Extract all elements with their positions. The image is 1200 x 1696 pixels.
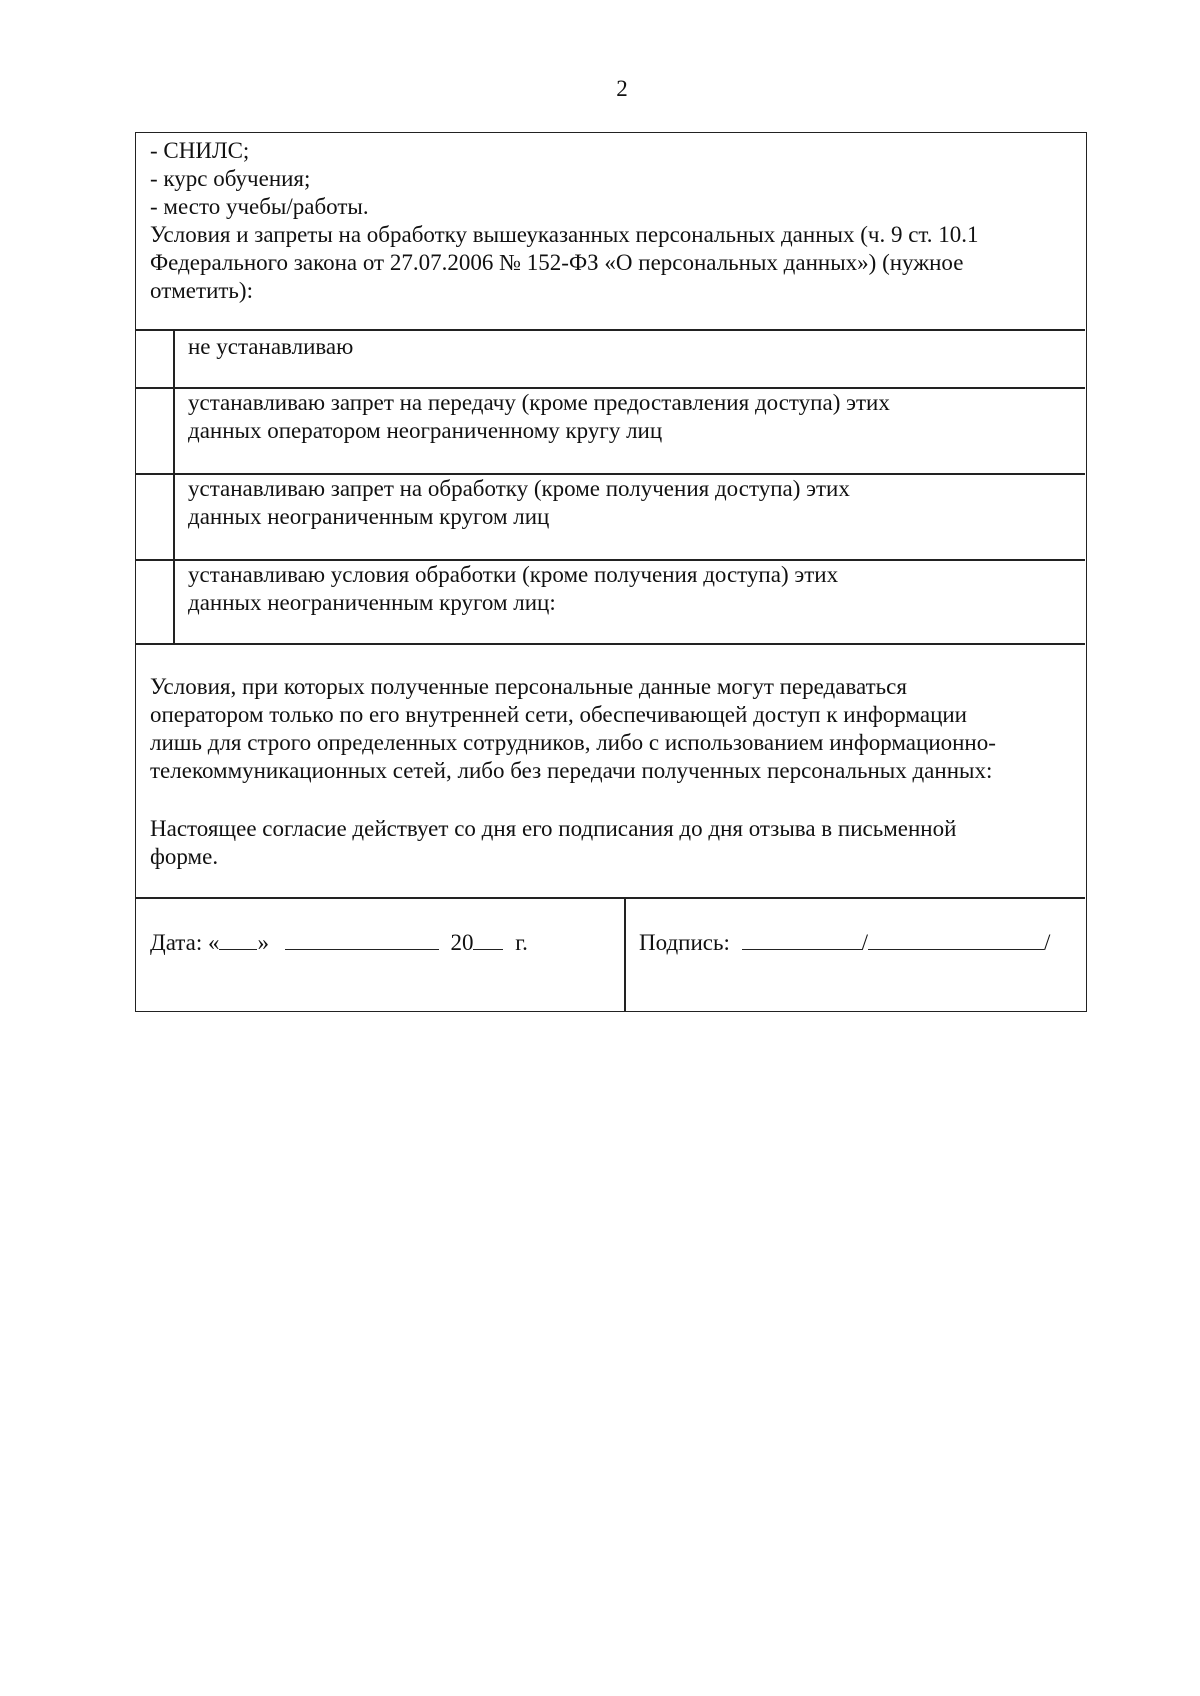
- conditions-line: лишь для строго определенных сотрудников, либо с использованием информационно-: [150, 730, 996, 755]
- option-processing-ban: [188, 475, 850, 531]
- day-blank[interactable]: [219, 929, 257, 950]
- option-checkbox-processing-conditions[interactable]: [136, 561, 173, 643]
- year-suffix: г.: [509, 930, 528, 955]
- intro-line-course: - курс обучения;: [150, 166, 311, 191]
- footer-column-divider: [624, 897, 626, 1011]
- validity-line: форме.: [150, 844, 219, 869]
- consent-form-table: [135, 132, 1087, 1012]
- option-checkbox-transfer-ban[interactable]: [136, 389, 173, 473]
- option-line: устанавливаю запрет на обработку (кроме получения доступа) этих: [188, 476, 850, 501]
- signature-label: Подпись:: [639, 930, 730, 955]
- option-line: данных оператором неограниченному кругу лиц: [188, 418, 663, 443]
- date-close-quote: »: [257, 930, 269, 955]
- signature-name-blank[interactable]: [868, 929, 1044, 950]
- signature-blank[interactable]: [742, 929, 862, 950]
- intro-line-snils: - СНИЛС;: [150, 138, 250, 163]
- signature-end: /: [1044, 930, 1051, 955]
- divider: [136, 897, 1085, 899]
- checkbox-column-divider: [173, 329, 175, 645]
- option-checkbox-processing-ban[interactable]: [136, 475, 173, 559]
- year-prefix: 20: [450, 930, 474, 955]
- option-processing-conditions: [188, 561, 838, 617]
- option-line: не устанавливаю: [188, 334, 354, 359]
- intro-line-conditions-3: отметить):: [150, 278, 253, 303]
- option-not-set: [188, 333, 353, 361]
- option-line: устанавливаю условия обработки (кроме получения доступа) этих: [188, 562, 839, 587]
- divider: [136, 643, 1085, 645]
- conditions-line: оператором только по его внутренней сети, обеспечивающей доступ к информации: [150, 702, 967, 727]
- conditions-line: Условия, при которых полученные персональные данные могут передаваться: [150, 674, 907, 699]
- date-label: Дата: «: [150, 930, 220, 955]
- signature-separator: /: [861, 930, 868, 955]
- page-number: 2: [616, 76, 628, 101]
- validity-paragraph: [150, 815, 1080, 871]
- intro-line-place: - место учебы/работы.: [150, 194, 369, 219]
- option-checkbox-not-set[interactable]: [136, 331, 173, 387]
- option-line: данных неограниченным кругом лиц: [188, 504, 550, 529]
- option-transfer-ban: [188, 389, 890, 445]
- conditions-paragraph: [150, 673, 1080, 785]
- month-blank[interactable]: [285, 929, 439, 950]
- date-field: [150, 929, 528, 956]
- conditions-line: телекоммуникационных сетей, либо без передачи полученных персональных данных:: [150, 758, 993, 783]
- signature-field: [639, 929, 1050, 956]
- option-line: данных неограниченным кругом лиц:: [188, 590, 556, 615]
- option-line: устанавливаю запрет на передачу (кроме предоставления доступа) этих: [188, 390, 890, 415]
- validity-line: Настоящее согласие действует со дня его подписания до дня отзыва в письменной: [150, 816, 957, 841]
- intro-block: [150, 137, 1070, 305]
- year-blank[interactable]: [473, 929, 503, 950]
- divider: [136, 329, 1085, 331]
- intro-line-conditions-2: Федерального закона от 27.07.2006 № 152-ФЗ «О персональных данных») (нужное: [150, 250, 964, 275]
- intro-line-conditions-1: Условия и запреты на обработку вышеуказанных персональных данных (ч. 9 ст. 10.1: [150, 222, 979, 247]
